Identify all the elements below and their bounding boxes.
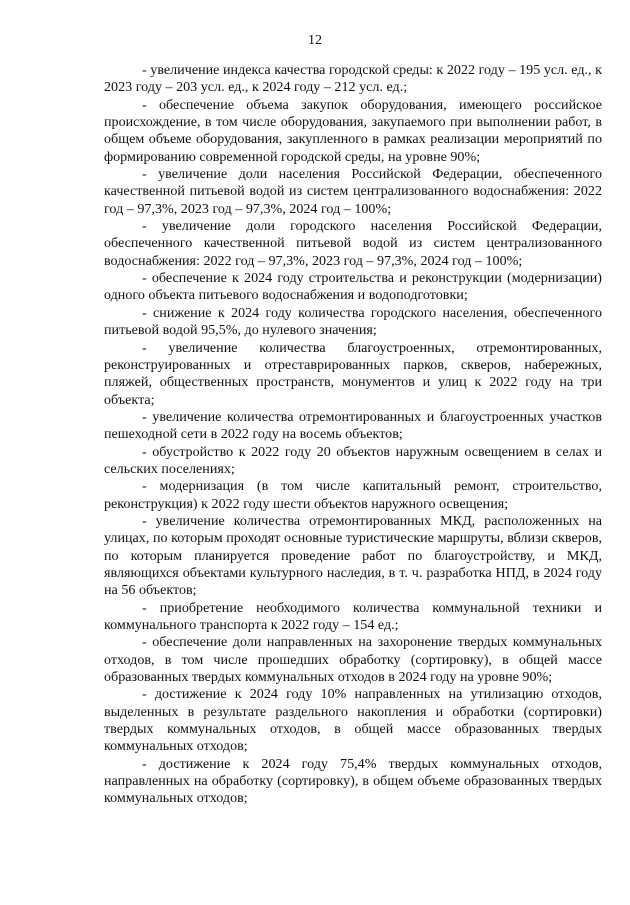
list-item: - увеличение доли населения Российской Федерации, обеспеченного качественной питьевой водой из систем централизованного водоснабжения: 2022 год – 97,3%, 2023 год – 97,3%, 2024 год – 100%; [104,166,602,217]
list-item: - снижение к 2024 году количества городского населения, обеспеченного питьевой водой 95,5%, до нулевого значения; [104,304,602,339]
document-body [104,62,602,808]
list-item: - увеличение индекса качества городской среды: к 2022 году – 195 усл. ед., к 2023 году – 203 усл. ед., к 2024 году – 212 усл. ед.; [104,62,602,96]
list-item: - обеспечение доли направленных на захоронение твердых коммунальных отходов, в том числе прошедших обработку (сортировку), в общей массе образованных твердых коммунальных отходов в 2024 году на уровне 90%; [104,634,602,686]
list-item: - приобретение необходимого количества коммунальной техники и коммунального транспорта к 2022 году – 154 ед.; [104,599,602,633]
list-item: - модернизация (в том числе капитальный ремонт, строительство, реконструкция) к 2022 году шести объектов наружного освещения; [104,478,602,512]
list-item: - обеспечение к 2024 году строительства и реконструкции (модернизации) одного объекта питьевого водоснабжения и водоподготовки; [104,270,602,304]
list-item: - обустройство к 2022 году 20 объектов наружным освещением в селах и сельских поселениях; [104,443,602,477]
list-item: - увеличение количества отремонтированных МКД, расположенных на улицах, по которым проходят основные туристические маршруты, вблизи скверов, по которым планируется проведение работ по благоустройству, и МКД, являющихся объектами культурного наследия, в т. ч. разработка НПД, в 2024 году на 56 объектов; [104,512,602,599]
page-number: 12 [308,33,322,48]
list-item: - увеличение доли городского населения Российской Федерации, обеспеченного качественной питьевой водой из систем централизованного водоснабжения: 2022 год – 97,3%, 2023 год – 97,3%, 2024 год – 100%; [104,218,602,269]
list-item: - увеличение количества благоустроенных, отремонтированных, реконструированных и отреставрированных парков, скверов, набережных, пляжей, общественных пространств, монументов и улиц к 2022 году на три объекта; [104,339,602,408]
list-item: - обеспечение объема закупок оборудования, имеющего российское происхождение, в том числе оборудования, закупаемого при выполнении работ, в общем объеме оборудования, закупленного в рамках реализации мероприятий по формированию современной городской среды, на уровне 90%; [104,96,602,165]
list-item: - достижение к 2024 году 10% направленных на утилизацию отходов, выделенных в результате раздельного накопления и обработки (сортировки) твердых коммунальных отходов, в общей массе образованных твердых коммунальных отходов; [104,686,602,755]
list-item: - достижение к 2024 году 75,4% твердых коммунальных отходов, направленных на обработку (сортировку), в общем объеме образованных твердых коммунальных отходов; [104,755,602,807]
list-item: - увеличение количества отремонтированных и благоустроенных участков пешеходной сети в 2022 году на восемь объектов; [104,408,602,443]
